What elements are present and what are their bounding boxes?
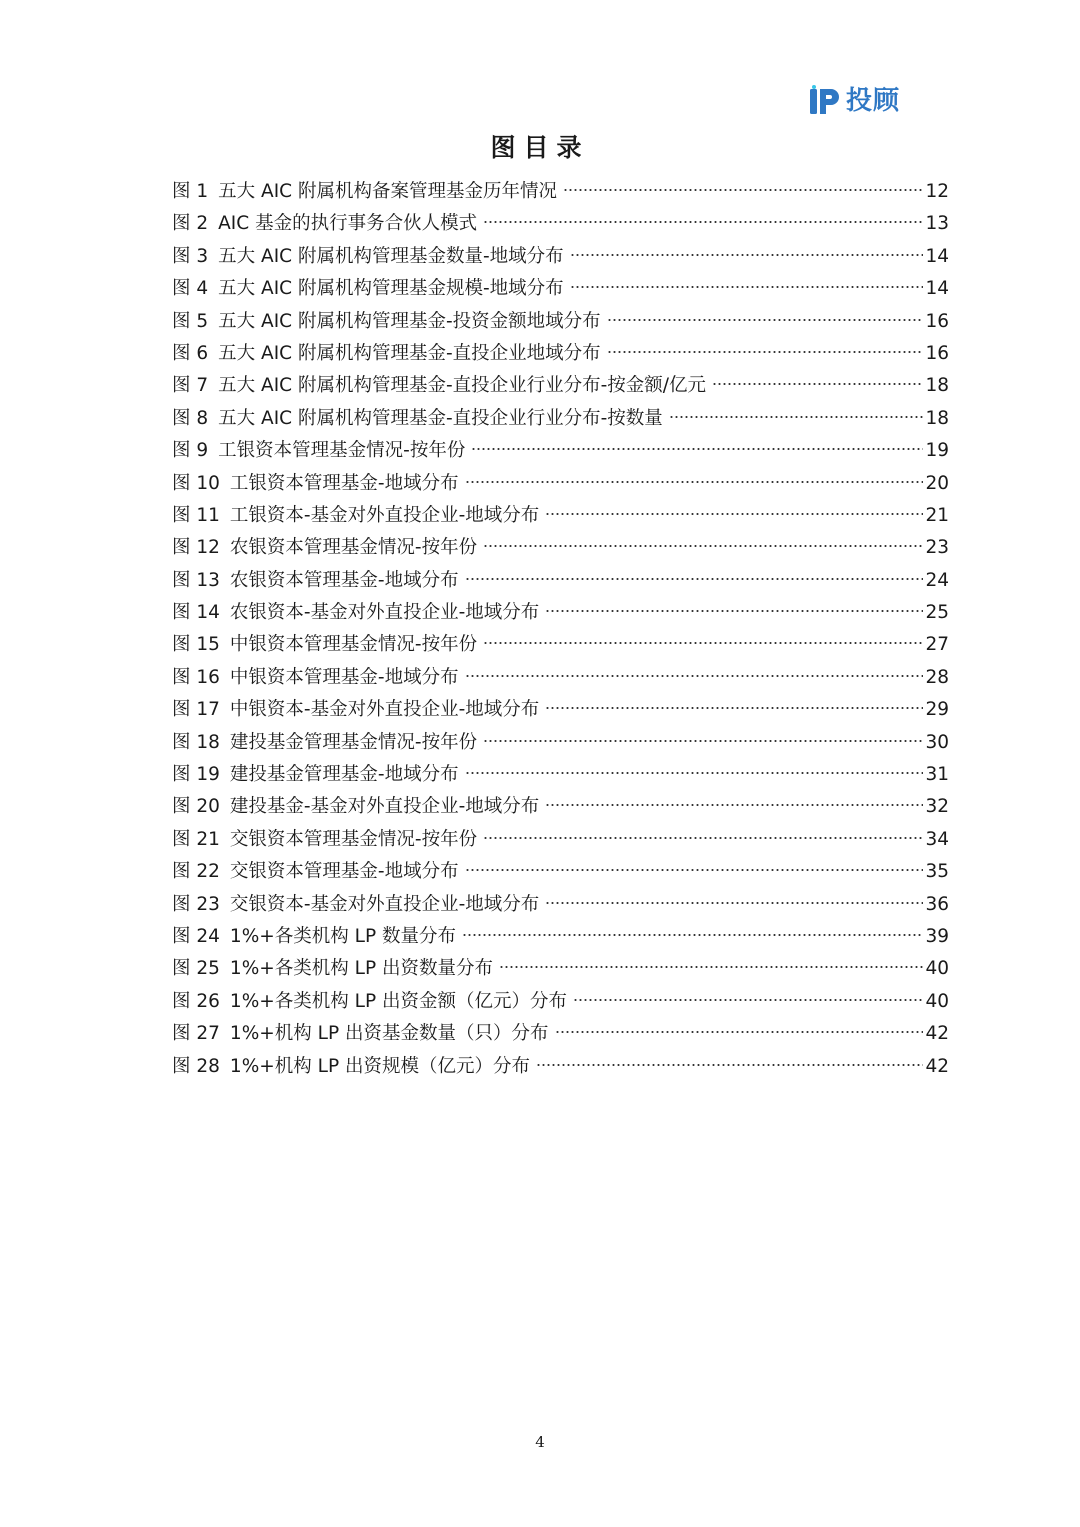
page-reference: 19 [925,440,949,462]
page-reference: 36 [925,893,949,915]
toc-entry-label [172,403,663,435]
toc-entry-label [172,176,557,208]
toc-entry-label [172,241,564,273]
toc-entry-label [172,306,601,338]
toc-entry-label [172,468,459,500]
toc-entry[interactable] [172,597,949,629]
dot-leader [607,349,924,355]
toc-entry-label [172,565,459,597]
figure-number: 图 16 [172,666,220,688]
toc-entry[interactable] [172,403,949,435]
dot-leader [712,381,923,387]
dot-leader [669,414,924,420]
figure-number: 图 4 [172,278,209,300]
logo-text: 投顾 [846,86,901,116]
toc-entry-label [172,662,459,694]
dot-leader [563,187,924,193]
figure-number: 图 1 [172,181,209,202]
logo-mark-icon [808,84,842,118]
toc-entry[interactable] [172,921,949,953]
toc-entry-label [172,435,465,467]
dot-leader [545,802,923,808]
toc-entry-label [172,921,456,953]
toc-entry-label [172,338,601,370]
figure-number: 图 6 [172,342,209,364]
page-reference: 42 [925,1023,949,1045]
page-reference: 16 [925,342,949,364]
page-reference: 24 [925,569,949,591]
figure-caption: 五大 AIC 附属机构备案管理基金历年情况 [218,181,557,202]
page-reference: 34 [925,828,949,850]
page-reference: 27 [925,634,949,656]
figure-caption: 五大 AIC 附属机构管理基金规模-地域分布 [218,278,564,300]
page-reference: 12 [925,181,949,202]
page-reference: 31 [925,764,949,786]
figure-number: 图 23 [172,893,220,915]
figure-caption: 交银资本-基金对外直投企业-地域分布 [229,893,540,915]
toc-entry[interactable] [172,1018,949,1050]
page-reference: 39 [925,925,949,947]
dot-leader [536,1062,923,1068]
figure-caption: 建投基金-基金对外直投企业-地域分布 [229,796,540,818]
figure-caption: 五大 AIC 附属机构管理基金-投资金额地域分布 [218,310,601,332]
figure-number: 图 9 [172,440,209,462]
toc-entry[interactable] [172,791,949,823]
dot-leader [545,900,923,906]
dot-leader [573,997,923,1003]
page-reference: 25 [925,602,949,624]
figure-number: 图 22 [172,861,220,883]
toc-entry[interactable] [172,435,949,467]
figure-number: 图 28 [172,1055,220,1077]
figure-number: 图 7 [172,375,209,397]
figure-caption: 1%+各类机构 LP 出资数量分布 [229,958,493,980]
figure-number: 图 21 [172,828,220,850]
figure-number: 图 15 [172,634,220,656]
figure-caption: 1%+各类机构 LP 出资金额（亿元）分布 [229,990,567,1012]
figure-caption: 工银资本-基金对外直投企业-地域分布 [229,504,540,526]
figure-list [172,176,949,1083]
figure-number: 图 2 [172,213,209,235]
dot-leader [570,252,924,258]
toc-entry-label [172,370,706,402]
toc-entry[interactable] [172,176,949,208]
page-reference: 40 [925,990,949,1012]
figure-number: 图 13 [172,569,220,591]
figure-caption: 五大 AIC 附属机构管理基金-直投企业行业分布-按数量 [218,407,663,429]
toc-entry[interactable] [172,986,949,1018]
toc-entry[interactable] [172,565,949,597]
page-reference: 23 [925,537,949,559]
page-reference: 21 [925,504,949,526]
toc-entry-label [172,759,459,791]
figure-number: 图 20 [172,796,220,818]
toc-entry-label [172,727,477,759]
brand-logo [808,84,900,118]
dot-leader [545,705,923,711]
figure-number: 图 8 [172,407,209,429]
page-reference: 40 [925,958,949,980]
figure-number: 图 14 [172,602,220,624]
dot-leader [462,932,923,938]
toc-entry[interactable] [172,759,949,791]
page-reference: 16 [925,310,949,332]
figure-caption: 交银资本管理基金情况-按年份 [229,828,478,850]
figure-caption: 农银资本管理基金情况-按年份 [229,537,478,559]
figure-caption: 1%+机构 LP 出资规模（亿元）分布 [229,1055,530,1077]
toc-entry-label [172,500,539,532]
dot-leader [465,867,924,873]
page-reference: 32 [925,796,949,818]
page-reference: 29 [925,699,949,721]
toc-entry-label [172,986,567,1018]
figure-caption: 中银资本-基金对外直投企业-地域分布 [229,699,540,721]
figure-number: 图 25 [172,958,220,980]
dot-leader [545,511,923,517]
figure-caption: 交银资本管理基金-地域分布 [229,861,459,883]
toc-entry[interactable] [172,208,949,240]
toc-entry[interactable] [172,856,949,888]
figure-caption: 农银资本-基金对外直投企业-地域分布 [229,602,540,624]
toc-entry[interactable] [172,694,949,726]
figure-number: 图 27 [172,1023,220,1045]
page-reference: 14 [925,245,949,267]
page-reference: 35 [925,861,949,883]
toc-entry[interactable] [172,824,949,856]
page-reference: 20 [925,472,949,494]
dot-leader [471,446,923,452]
toc-entry-label [172,791,539,823]
figure-caption: 1%+各类机构 LP 数量分布 [229,925,456,947]
dot-leader [483,543,923,549]
toc-entry[interactable] [172,889,949,921]
figure-number: 图 3 [172,245,209,267]
figure-caption: 中银资本管理基金-地域分布 [229,666,459,688]
toc-entry-label [172,694,539,726]
dot-leader [465,770,924,776]
page-reference: 30 [925,731,949,753]
page-reference: 18 [925,375,949,397]
toc-entry[interactable] [172,953,949,985]
figure-number: 图 11 [172,504,220,526]
toc-entry-label [172,824,477,856]
page-title: 图目录 [490,133,590,162]
figure-number: 图 5 [172,310,209,332]
dot-leader [545,608,923,614]
dot-leader [483,835,923,841]
dot-leader [570,284,924,290]
page-number: 4 [535,1433,545,1451]
toc-entry-label [172,953,493,985]
toc-entry[interactable] [172,241,949,273]
toc-entry[interactable] [172,662,949,694]
figure-caption: 农银资本管理基金-地域分布 [229,569,459,591]
dot-leader [465,673,924,679]
toc-entry-label [172,1051,530,1083]
figure-number: 图 18 [172,731,220,753]
dot-leader [555,1029,924,1035]
toc-entry-label [172,889,539,921]
toc-entry-label [172,273,564,305]
dot-leader [483,640,923,646]
figure-caption: 中银资本管理基金情况-按年份 [229,634,478,656]
figure-caption: 五大 AIC 附属机构管理基金数量-地域分布 [218,245,564,267]
dot-leader [499,964,923,970]
toc-entry[interactable] [172,306,949,338]
page-reference: 28 [925,666,949,688]
dot-leader [483,738,923,744]
page-reference: 42 [925,1055,949,1077]
page-reference: 14 [925,278,949,300]
figure-caption: 工银资本管理基金-地域分布 [229,472,459,494]
toc-entry[interactable] [172,727,949,759]
page-reference: 18 [925,407,949,429]
figure-number: 图 12 [172,537,220,559]
dot-leader [465,479,924,485]
figure-number: 图 17 [172,699,220,721]
toc-entry[interactable] [172,629,949,661]
toc-entry-label [172,856,459,888]
toc-entry[interactable] [172,532,949,564]
figure-caption: 建投基金管理基金情况-按年份 [229,731,478,753]
toc-entry[interactable] [172,468,949,500]
toc-entry[interactable] [172,338,949,370]
figure-caption: 五大 AIC 附属机构管理基金-直投企业行业分布-按金额/亿元 [218,375,707,397]
figure-number: 图 24 [172,925,220,947]
figure-caption: 1%+机构 LP 出资基金数量（只）分布 [229,1023,549,1045]
figure-caption: AIC 基金的执行事务合伙人模式 [218,213,478,235]
figure-caption: 五大 AIC 附属机构管理基金-直投企业地域分布 [218,342,601,364]
toc-entry-label [172,1018,549,1050]
figure-number: 图 26 [172,990,220,1012]
dot-leader [465,576,924,582]
page-reference: 13 [925,213,949,235]
toc-entry-label [172,532,477,564]
dot-leader [483,219,923,225]
figure-number: 图 19 [172,764,220,786]
toc-entry[interactable] [172,273,949,305]
toc-entry-label [172,208,477,240]
toc-entry[interactable] [172,1051,949,1083]
figure-caption: 建投基金管理基金-地域分布 [229,764,459,786]
dot-leader [607,317,924,323]
figure-number: 图 10 [172,472,220,494]
figure-caption: 工银资本管理基金情况-按年份 [218,440,466,462]
toc-entry-label [172,629,477,661]
toc-entry-label [172,597,539,629]
toc-entry[interactable] [172,500,949,532]
toc-entry[interactable] [172,370,949,402]
